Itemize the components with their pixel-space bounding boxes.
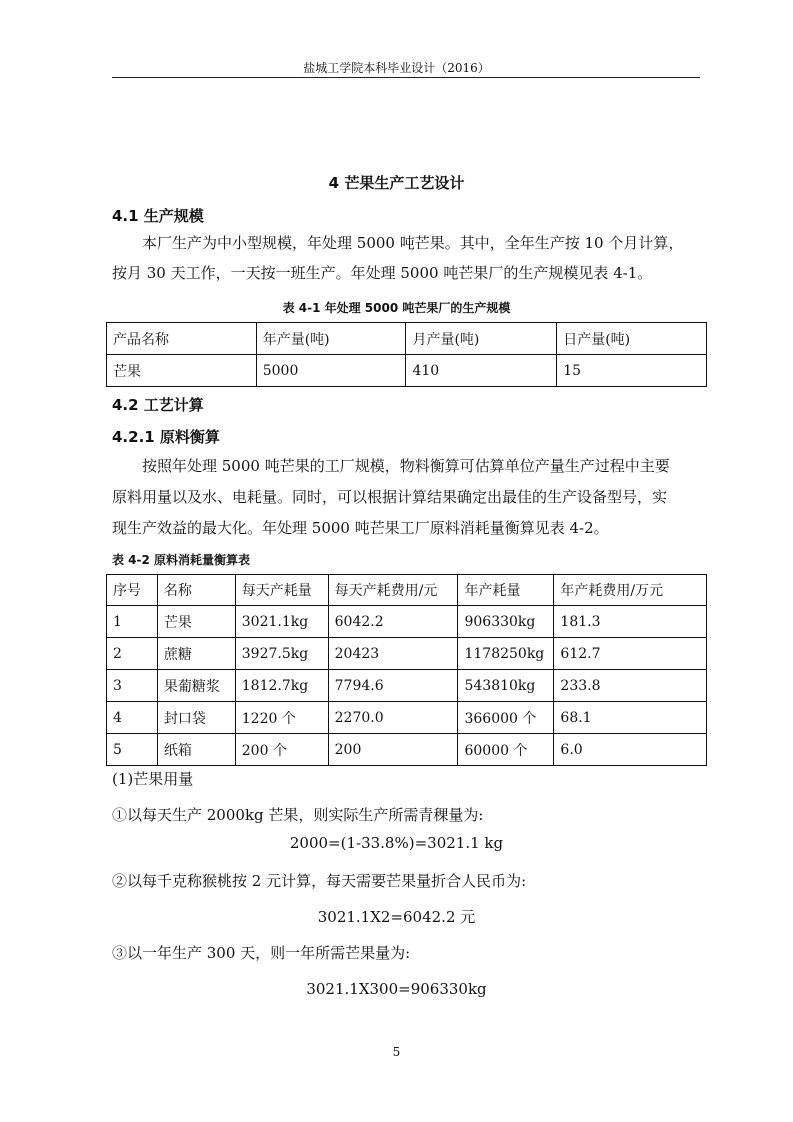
calc-step-3: ③以一年生产 300 天，则一年所需芒果量为: xyxy=(112,944,411,962)
table-cell: 68.1 xyxy=(554,702,707,734)
table-row xyxy=(107,606,707,638)
table-header-cell: 序号 xyxy=(107,575,158,606)
table-header-cell: 产品名称 xyxy=(107,323,257,355)
table-cell: 芒果 xyxy=(107,355,257,387)
table-cell: 6042.2 xyxy=(328,606,458,638)
table-row xyxy=(107,670,707,702)
table-row xyxy=(107,702,707,734)
table-cell: 5000 xyxy=(256,355,406,387)
calc-formula-1: 2000=(1-33.8%)=3021.1 kg xyxy=(289,834,504,852)
table-cell: 1 xyxy=(107,606,158,638)
table-cell: 7794.6 xyxy=(328,670,458,702)
table-header-cell: 每天产耗量 xyxy=(235,575,328,606)
paragraph-production-scale xyxy=(112,228,704,288)
table-row xyxy=(107,638,707,670)
section-heading-4-2: 4.2 工艺计算 xyxy=(112,396,204,414)
paragraph-line: 本厂生产为中小型规模，年处理 5000 吨芒果。其中，全年生产按 10 个月计算， xyxy=(142,234,684,252)
table-header-cell: 年产耗量 xyxy=(458,575,554,606)
table-header-cell: 月产量(吨) xyxy=(406,323,557,355)
calc-formula-3: 3021.1X300=906330kg xyxy=(306,980,487,998)
table-cell: 6.0 xyxy=(554,734,707,766)
table-cell: 芒果 xyxy=(157,606,235,638)
header-rule xyxy=(112,77,700,78)
paragraph-line: 原料用量以及水、电耗量。同时，可以根据计算结果确定出最佳的生产设备型号，实 xyxy=(112,488,668,506)
table-header-cell: 每天产耗费用/元 xyxy=(328,575,458,606)
table-cell: 906330kg xyxy=(458,606,554,638)
table-cell: 612.7 xyxy=(554,638,707,670)
table-header-row xyxy=(107,575,707,606)
production-scale-table xyxy=(106,322,707,387)
table-cell: 4 xyxy=(107,702,158,734)
table-cell: 封口袋 xyxy=(157,702,235,734)
table-cell: 2 xyxy=(107,638,158,670)
table-cell: 1812.7kg xyxy=(235,670,328,702)
table-cell: 233.8 xyxy=(554,670,707,702)
table-header-cell: 年产量(吨) xyxy=(256,323,406,355)
table-cell: 410 xyxy=(406,355,557,387)
table-cell: 蔗糖 xyxy=(157,638,235,670)
paragraph-line: 现生产效益的最大化。年处理 5000 吨芒果工厂原料消耗量衡算见表 4-2。 xyxy=(112,519,609,537)
table-header-row xyxy=(107,323,707,355)
paragraph-material-balance xyxy=(112,451,704,544)
material-consumption-table xyxy=(106,574,707,766)
table-cell: 1220 个 xyxy=(235,702,328,734)
table-cell: 366000 个 xyxy=(458,702,554,734)
table-cell: 200 个 xyxy=(235,734,328,766)
table-cell: 3927.5kg xyxy=(235,638,328,670)
paragraph-line: 按照年处理 5000 吨芒果的工厂规模，物料衡算可估算单位产量生产过程中主要 xyxy=(142,457,670,475)
page-number: 5 xyxy=(392,1045,401,1059)
table-cell: 3021.1kg xyxy=(235,606,328,638)
table-cell: 60000 个 xyxy=(458,734,554,766)
table-cell: 1178250kg xyxy=(458,638,554,670)
table-cell: 200 xyxy=(328,734,458,766)
section-heading-4-2-1: 4.2.1 原料衡算 xyxy=(112,428,220,446)
section-heading-4-1: 4.1 生产规模 xyxy=(112,207,204,225)
table-cell: 15 xyxy=(557,355,707,387)
table-row xyxy=(107,355,707,387)
table2-caption: 表 4-2 原料消耗量衡算表 xyxy=(112,553,251,567)
calc-formula-2: 3021.1X2=6042.2 元 xyxy=(317,908,476,926)
mango-usage-heading: (1)芒果用量 xyxy=(112,770,194,788)
table-cell: 20423 xyxy=(328,638,458,670)
calc-step-2: ②以每千克称猴桃按 2 元计算，每天需要芒果量折合人民币为: xyxy=(112,872,527,890)
table-cell: 5 xyxy=(107,734,158,766)
table-cell: 181.3 xyxy=(554,606,707,638)
table-cell: 543810kg xyxy=(458,670,554,702)
table-cell: 3 xyxy=(107,670,158,702)
table-header-cell: 名称 xyxy=(157,575,235,606)
chapter-title: 4 芒果生产工艺设计 xyxy=(328,174,465,192)
calc-step-1: ①以每天生产 2000kg 芒果，则实际生产所需青稞量为: xyxy=(112,806,484,824)
page-header: 盐城工学院本科毕业设计（2016） xyxy=(303,61,490,75)
table-header-cell: 日产量(吨) xyxy=(557,323,707,355)
table-cell: 2270.0 xyxy=(328,702,458,734)
table-header-cell: 年产耗费用/万元 xyxy=(554,575,707,606)
table-row xyxy=(107,734,707,766)
table1-caption: 表 4-1 年处理 5000 吨芒果厂的生产规模 xyxy=(282,301,511,315)
paragraph-line: 按月 30 天工作，一天按一班生产。年处理 5000 吨芒果厂的生产规模见表 4-1。 xyxy=(112,264,653,282)
table-cell: 果葡糖浆 xyxy=(157,670,235,702)
table-cell: 纸箱 xyxy=(157,734,235,766)
